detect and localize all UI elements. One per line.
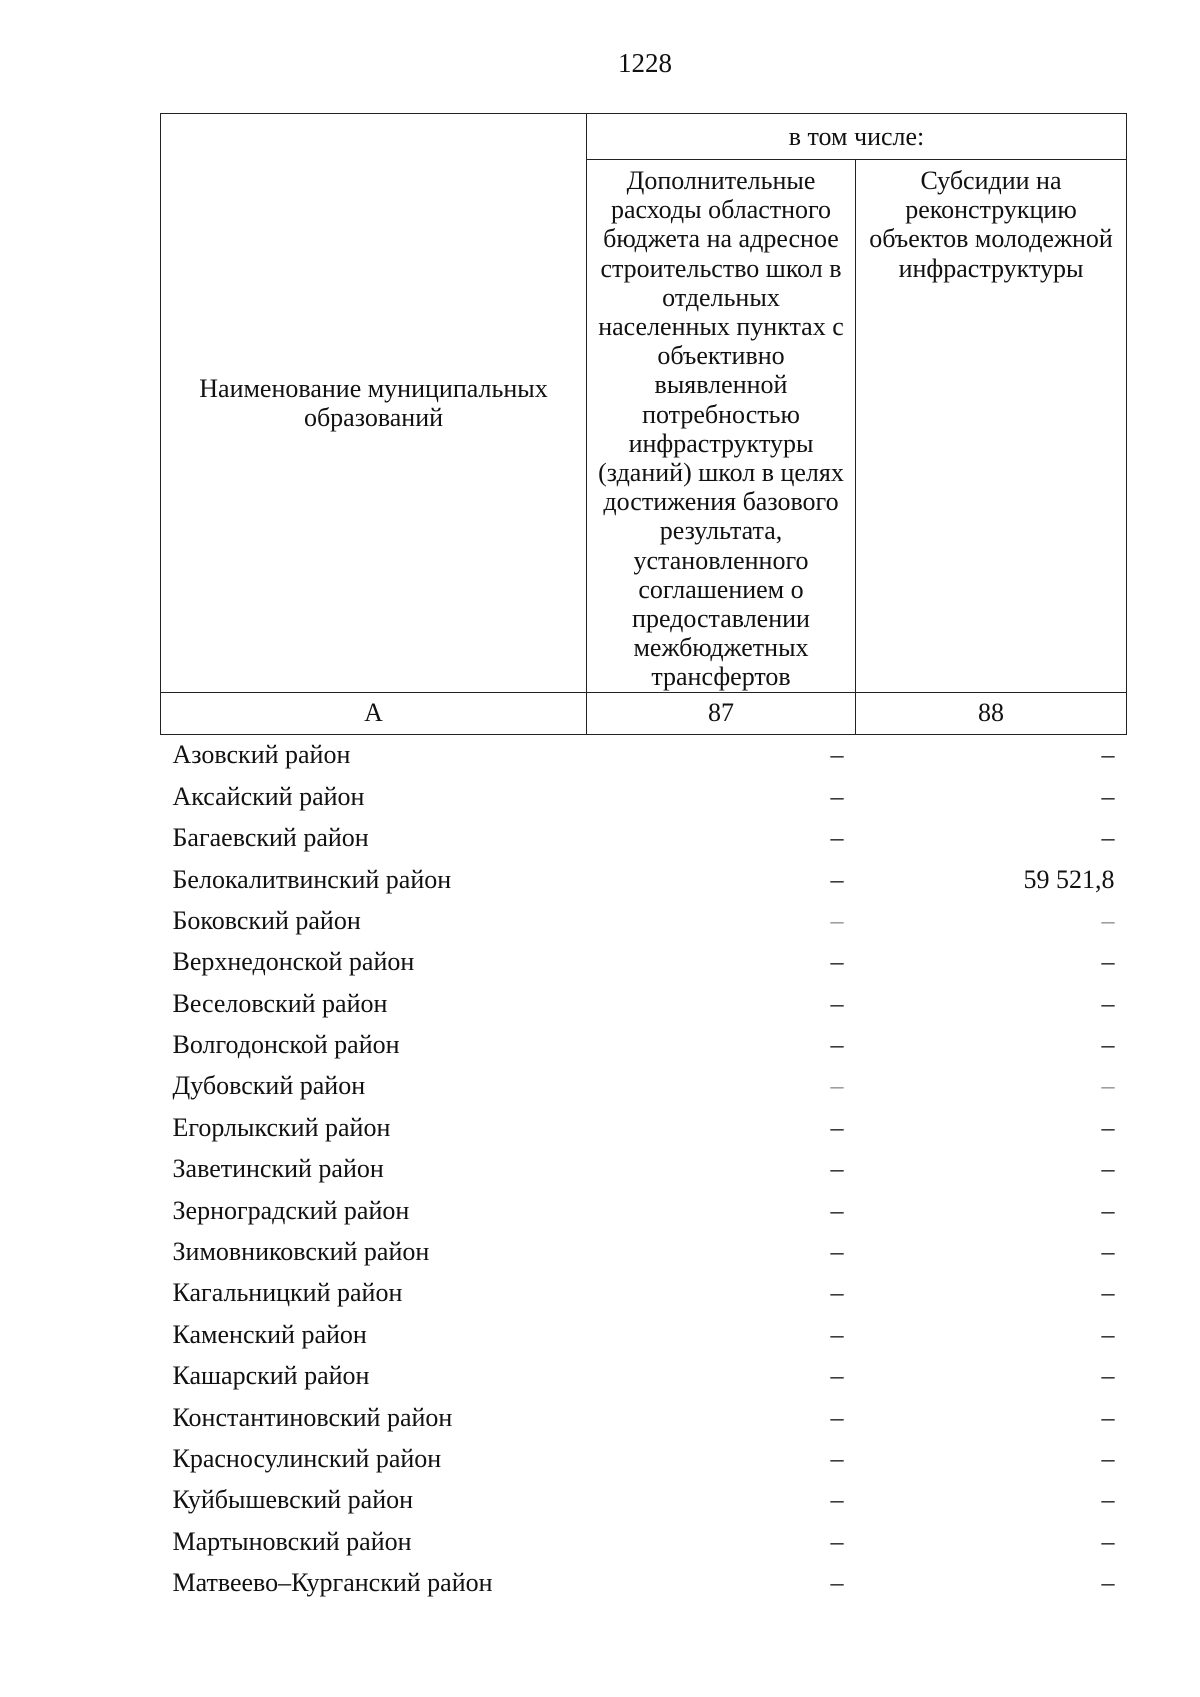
column-index-87: 87 [587, 692, 856, 734]
table-row [161, 983, 1127, 1024]
municipality-name: Егорлыкский район [172, 1112, 391, 1142]
value-col-87: – [830, 823, 844, 853]
value-col-88: – [1101, 1071, 1115, 1101]
value-col-87: – [830, 1154, 844, 1184]
table-row [161, 1231, 1127, 1272]
value-col-88: – [1101, 823, 1115, 853]
municipality-name: Веселовский район [172, 988, 388, 1018]
table-row [161, 776, 1127, 817]
budget-table [160, 113, 1127, 1604]
municipality-name: Кагальницкий район [172, 1278, 403, 1308]
municipality-name: Красносулинский район [172, 1443, 442, 1473]
municipality-name: Каменский район [172, 1319, 367, 1349]
value-col-88: – [1101, 1526, 1115, 1556]
value-col-88: – [1101, 1112, 1115, 1142]
municipality-name: Волгодонской район [172, 1030, 400, 1060]
youth-infrastructure-column-title: Субсидии на реконструкцию объектов молодежной инфраструктуры [869, 166, 1113, 283]
municipality-name: Дубовский район [172, 1071, 366, 1101]
municipality-name: Кашарский район [172, 1361, 370, 1391]
value-col-87: – [830, 781, 844, 811]
value-col-88: – [1101, 1443, 1115, 1473]
value-col-87: – [830, 1526, 844, 1556]
municipality-name: Матвеево–Курганский район [172, 1568, 493, 1598]
value-col-87: – [830, 864, 844, 894]
page-number-text: 1228 [618, 48, 672, 78]
municipality-name: Зерноградский район [172, 1195, 410, 1225]
table-row [161, 817, 1127, 858]
value-col-88: – [1101, 1485, 1115, 1515]
value-col-87: – [830, 1485, 844, 1515]
value-col-88: – [1101, 781, 1115, 811]
table-row [161, 1066, 1127, 1107]
table-header [161, 114, 1127, 735]
municipality-name: Зимовниковский район [172, 1237, 430, 1267]
table-row [161, 900, 1127, 941]
table-row [161, 1273, 1127, 1314]
municipality-name: Азовский район [172, 740, 351, 770]
municipality-name: Константиновский район [172, 1402, 453, 1432]
column-index-a: А [161, 692, 587, 734]
value-col-88: – [1101, 1319, 1115, 1349]
municipality-name: Белокалитвинский район [172, 864, 452, 894]
table-row [161, 1397, 1127, 1438]
value-col-87: – [830, 1568, 844, 1598]
value-col-88: – [1101, 947, 1115, 977]
table-row [161, 1314, 1127, 1355]
value-col-88: – [1101, 905, 1115, 935]
municipality-name: Мартыновский район [172, 1526, 412, 1556]
school-construction-column-header [587, 160, 856, 693]
table-row [161, 1356, 1127, 1397]
value-col-87: – [830, 1237, 844, 1267]
including-group-header: в том числе: [587, 114, 1127, 160]
table-row [161, 1521, 1127, 1562]
value-col-88: – [1101, 1568, 1115, 1598]
table-row [161, 1107, 1127, 1148]
municipality-column-header: Наименование муниципальных образований [161, 114, 587, 693]
value-col-87: – [830, 1361, 844, 1391]
column-index-88: 88 [856, 692, 1127, 734]
value-col-88: – [1101, 1361, 1115, 1391]
table-body [161, 734, 1127, 1604]
value-col-87: – [830, 988, 844, 1018]
table-row [161, 1438, 1127, 1479]
table-row [161, 1149, 1127, 1190]
value-col-87: – [830, 1112, 844, 1142]
municipality-name: Аксайский район [172, 781, 365, 811]
table-row [161, 859, 1127, 900]
value-col-87: – [830, 1195, 844, 1225]
value-col-87: – [830, 1071, 844, 1101]
table-row [161, 1480, 1127, 1521]
value-col-88: – [1101, 1278, 1115, 1308]
table-row [161, 1562, 1127, 1603]
value-col-87: – [830, 1319, 844, 1349]
value-col-87: – [830, 740, 844, 770]
page-number [0, 48, 1200, 79]
value-col-88: – [1101, 740, 1115, 770]
value-col-88: – [1101, 1237, 1115, 1267]
municipality-name: Боковский район [172, 905, 361, 935]
municipality-name: Багаевский район [172, 823, 369, 853]
table-row [161, 1190, 1127, 1231]
value-col-87: – [830, 1030, 844, 1060]
value-col-87: – [830, 1402, 844, 1432]
municipality-name: Заветинский район [172, 1154, 384, 1184]
municipality-name: Куйбышевский район [172, 1485, 414, 1515]
value-col-87: – [830, 1278, 844, 1308]
value-col-88: – [1101, 1195, 1115, 1225]
value-col-88: – [1101, 1402, 1115, 1432]
table-row [161, 1024, 1127, 1065]
value-col-88: – [1101, 1030, 1115, 1060]
municipality-name: Верхнедонской район [172, 947, 415, 977]
table-row [161, 942, 1127, 983]
value-col-88: – [1101, 988, 1115, 1018]
youth-infrastructure-column-header [856, 160, 1127, 693]
table-row [161, 734, 1127, 776]
value-col-88: – [1101, 1154, 1115, 1184]
value-col-88: 59 521,8 [1023, 864, 1115, 894]
value-col-87: – [830, 905, 844, 935]
value-col-87: – [830, 1443, 844, 1473]
value-col-87: – [830, 947, 844, 977]
school-construction-column-title: Дополнительные расходы областного бюджета на адресное строительство школ в отдельных населенных пунктах с объективно выявленной потребностью инфраструктуры (зданий) школ в целях достижения базового результата, установленного соглашением о предоставлении межбюджетных трансфертов [598, 166, 844, 692]
